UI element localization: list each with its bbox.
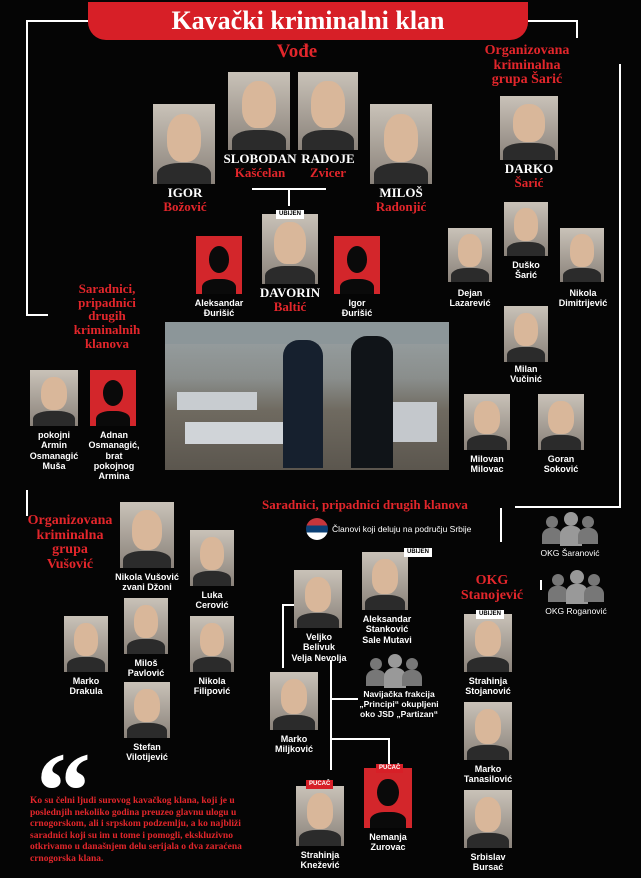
connector-top [26,20,88,22]
photo-luka-cerovic [190,530,234,586]
okg-saranovic-icon [542,512,598,546]
photo-strahinja-knezevic [296,786,344,846]
principi-group-icon [366,654,422,688]
name-nemanja-zurovac: Nemanja Zurovac [369,832,407,853]
photo-strahinja-stojanovic [464,614,512,672]
killed-tag-stojanovic: UBIJEN [476,610,504,619]
photo-nikola-filipovic [190,616,234,672]
connector-nemanja [330,738,390,740]
photo-marko-tanasilovic [464,702,512,760]
killed-tag-baltic: UBIJEN [276,210,304,219]
vusovic-group-heading: Organizovana kriminalna grupa Vušović [27,513,113,573]
photo-dusko-saric [504,202,548,256]
connector-miljkovic [330,660,332,770]
name-srbislav-bursac: Srbislav Bursać [470,852,506,873]
page-title: Kavački kriminalni klan [171,6,445,35]
name-darko-saric: DARKO Šarić [504,161,554,191]
photo-milan-vucinic [504,306,548,362]
name-dejan-lazarevic: Dejan Lazarević [449,288,491,309]
name-marko-drakula: Marko Drakula [69,676,103,697]
name-nikola-dimitrijevic: Nikola Dimitrijević [558,288,608,309]
associates-right-heading: Saradnici, pripadnici drugih klanova [262,497,468,512]
name-strahinja-knezevic: Strahinja Knežević [300,850,340,871]
photo-veljko-belivuk [294,570,342,628]
photo-milovan-milovac [464,394,510,450]
connector-okg-branch [540,580,542,590]
photo-aleksandar-durisic [196,236,242,294]
name-marko-tanasilovic: Marko Tanasilović [463,764,513,785]
photo-igor-durisic [334,236,380,294]
photo-srbislav-bursac [464,790,512,848]
connector-nemanja-down [388,738,390,764]
name-goran-sokovic: Goran Soković [543,454,579,475]
photo-stefan-vilotijevic [124,682,170,738]
connector-top-right [528,20,578,22]
quote-mark: “ [36,730,91,852]
okg-roganovic-icon [548,570,604,604]
photo-darko-saric [500,96,558,160]
name-dusko-saric: Duško Šarić [512,260,540,281]
photo-radoje-zvicer [298,72,358,150]
arrest-scene-photo [165,322,449,470]
intro-paragraph: Ko su čelni ljudi surovog kavačkog klana, koji je u poslednjih nekoliko godina preuzeo glavnu ulogu u crnogorskom, ali i srpskom podzemlju, a ko najbliži saradnici koji su im u tome i pomogli, ekskluzivno otkrivamo u današnjem delu serijala o dva zaraćena crnogorska klana. [30,796,242,864]
leaders-heading: Vođe [276,41,318,62]
photo-nemanja-zurovac [364,768,412,828]
photo-milos-pavlovic [124,598,168,654]
connector-mid-horizontal [252,188,326,190]
connector-right-vertical [619,64,621,506]
name-radoje-zvicer: RADOJE Zvicer [301,151,355,181]
okg-stanojevic-heading: OKG Stanojević [460,573,524,603]
photo-marko-drakula [64,616,108,672]
serbia-flag-icon [306,518,328,540]
photo-dejan-lazarevic [448,228,492,282]
photo-slobodan-kascelan [228,72,290,150]
name-strahinja-stojanovic: Strahinja Stojanović [465,676,511,697]
name-igor-durisic: Igor Đurišić [341,298,373,319]
name-armin-osmanagic: pokojni Armin Osmanagić Muša [29,430,79,472]
okg-saranovic-label: OKG Šaranović [540,548,600,558]
name-luka-cerovic: Luka Cerović [195,590,229,611]
name-milan-vucinic: Milan Vučinić [510,364,542,385]
photo-goran-sokovic [538,394,584,450]
photo-adnan-osmanagic [90,370,136,426]
shooter-tag-zurovac: PUCAČ [376,764,403,773]
shooter-tag-knezevic: PUCAČ [306,780,333,789]
photo-davorin-baltic [262,214,318,284]
name-igor-bozovic: IGOR Božović [163,185,207,215]
connector-left-vertical [26,20,28,315]
connector-right-bottom [515,506,621,508]
connector-belivuk-h [282,604,294,606]
photo-igor-bozovic [153,104,215,184]
serbia-members-label: Članovi koji deluju na području Srbije [332,524,472,534]
title-banner [88,2,528,40]
name-marko-miljkovic: Marko Miljković [274,734,313,755]
photo-nikola-dimitrijevic [560,228,604,282]
name-milos-pavlovic: Miloš Pavlović [127,658,165,679]
name-davorin-baltic: DAVORIN Baltić [259,285,321,315]
name-veljko-belivuk: Veljko Belivuk Velja Nevolja [291,632,347,663]
principi-group-label: Navijačka frakcija „Principi“ okupljeni oko JSD „Partizan“ [359,689,439,719]
photo-aleksandar-stankovic [362,552,408,610]
connector-right-down [576,20,578,38]
killed-tag-stankovic: UBIJEN [404,548,432,557]
name-nikola-filipovic: Nikola Filipović [193,676,231,697]
okg-roganovic-label: OKG Roganović [545,606,607,616]
photo-nikola-vusovic [120,502,174,568]
name-stefan-vilotijevic: Stefan Vilotijević [126,742,168,763]
name-nikola-vusovic: Nikola Vušović zvani Džoni [115,572,179,593]
connector-left-branch [26,314,48,316]
associates-left-heading: Saradnici, pripadnici drugih kriminalnih klanova [73,281,141,351]
name-aleksandar-durisic: Aleksandar Đurišić [194,298,244,319]
name-adnan-osmanagic: Adnan Osmanagić, brat pokojnog Armina [88,430,140,482]
name-milos-radonjic: MILOŠ Radonjić [375,185,427,215]
connector-mid-vertical [288,188,290,206]
photo-marko-miljkovic [270,672,318,730]
name-aleksandar-stankovic: Aleksandar Stanković Sale Mutavi [362,614,412,645]
name-milovan-milovac: Milovan Milovac [470,454,504,475]
photo-milos-radonjic [370,104,432,184]
photo-armin-osmanagic [30,370,78,426]
name-slobodan-kascelan: SLOBODAN Kašćelan [223,151,297,181]
saric-group-heading: Organizovana kriminalna grupa Šarić [484,43,570,88]
